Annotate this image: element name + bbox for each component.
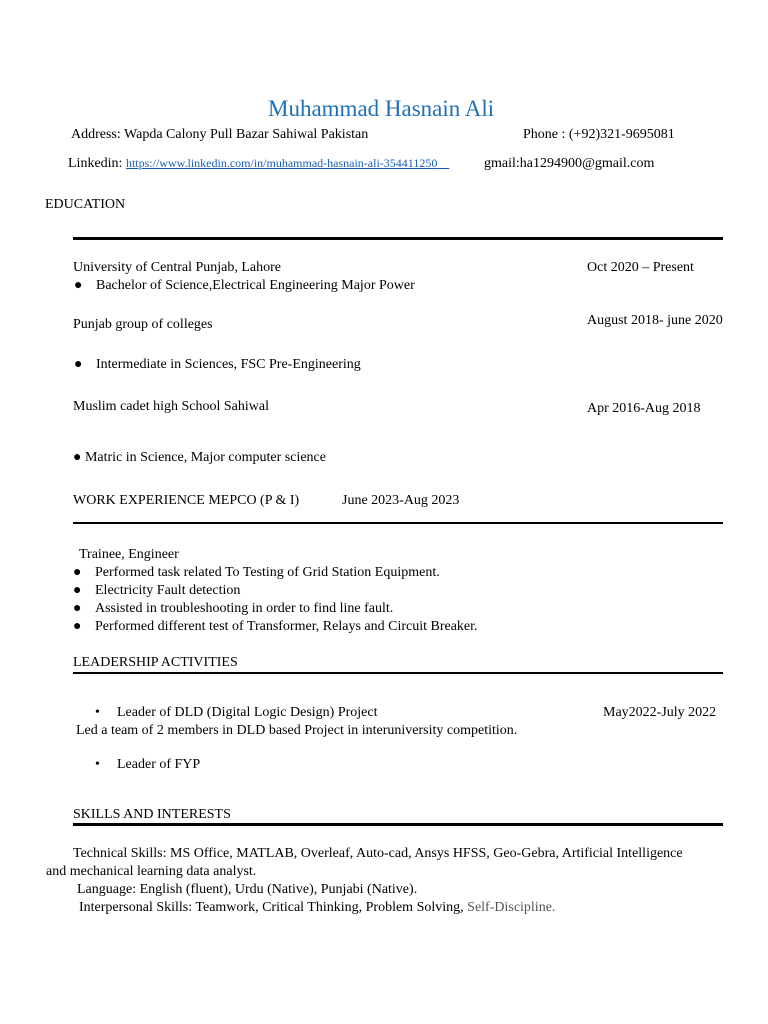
- bullet-icon: ●: [74, 357, 83, 372]
- education-heading: EDUCATION: [45, 197, 126, 212]
- skills-heading: SKILLS AND INTERESTS: [73, 807, 231, 822]
- education-dates-2: August 2018- june 2020: [587, 313, 723, 328]
- work-divider: [73, 522, 723, 524]
- leadership-divider: [73, 672, 723, 674]
- skills-divider: [73, 823, 723, 826]
- leadership-item-1: [95, 705, 377, 722]
- education-school-3: Muslim cadet high School Sahiwal: [73, 399, 269, 414]
- language-value: English (fluent), Urdu (Native), Punjabi (Native).: [139, 882, 418, 897]
- education-detail-text-3: Matric in Science, Major computer science: [84, 450, 326, 465]
- education-detail-text-2: Intermediate in Sciences, FSC Pre-Engineering: [96, 357, 361, 372]
- linkedin-link[interactable]: https://www.linkedin.com/in/muhammad-hasnain-ali-354411250: [125, 156, 438, 170]
- work-bullet-1: [73, 565, 440, 582]
- language-line: [77, 882, 417, 899]
- interpersonal-value: Teamwork, Critical Thinking, Problem Solving,: [195, 900, 464, 915]
- address-label: Address:: [71, 127, 121, 142]
- gmail-text: gmail:ha1294900@gmail.com: [484, 156, 655, 171]
- education-divider: [73, 237, 723, 240]
- work-bullet-2: [73, 583, 240, 600]
- address-line: [71, 127, 368, 144]
- technical-skills-continuation: and mechanical learning data analyst.: [46, 864, 257, 879]
- interpersonal-line: [79, 900, 555, 917]
- technical-skills-label: Technical Skills:: [73, 846, 167, 861]
- bullet-icon: ●: [73, 450, 82, 465]
- work-dates: June 2023-Aug 2023: [342, 493, 460, 508]
- education-dates-1: Oct 2020 – Present: [587, 260, 694, 275]
- bullet-icon: ●: [73, 619, 82, 634]
- work-bullet-3: [73, 601, 393, 618]
- bullet-icon: •: [95, 757, 100, 772]
- interpersonal-extra: Self-Discipline.: [467, 900, 556, 915]
- leadership-dates-1: May2022-July 2022: [603, 705, 717, 720]
- bullet-icon: ●: [74, 278, 83, 293]
- leadership-item-text-2: Leader of FYP: [117, 757, 201, 772]
- work-bullet-4: [73, 619, 478, 636]
- leadership-heading: LEADERSHIP ACTIVITIES: [73, 655, 238, 670]
- education-detail-text-1: Bachelor of Science,Electrical Engineering Major Power: [96, 278, 415, 293]
- technical-skills-line: [73, 846, 683, 863]
- interpersonal-label: Interpersonal Skills:: [79, 900, 193, 915]
- linkedin-line: [68, 156, 449, 173]
- education-dates-3: Apr 2016-Aug 2018: [587, 401, 701, 416]
- resume-name: Muhammad Hasnain Ali: [268, 96, 495, 121]
- address-value: Wapda Calony Pull Bazar Sahiwal Pakistan: [124, 127, 369, 142]
- education-detail-3: [73, 450, 326, 467]
- work-role: Trainee, Engineer: [79, 547, 179, 562]
- education-school-2: Punjab group of colleges: [73, 317, 213, 332]
- leadership-item-text-1: Leader of DLD (Digital Logic Design) Project: [117, 705, 378, 720]
- education-school-1: University of Central Punjab, Lahore: [73, 260, 282, 275]
- leadership-description-1: Led a team of 2 members in DLD based Project in interuniversity competition.: [76, 723, 518, 738]
- work-bullet-text-1: Performed task related To Testing of Grid Station Equipment.: [95, 565, 440, 580]
- work-bullet-text-3: Assisted in troubleshooting in order to find line fault.: [95, 601, 394, 616]
- bullet-icon: ●: [73, 601, 82, 616]
- phone-text: Phone : (+92)321-9695081: [523, 127, 675, 142]
- work-bullet-text-2: Electricity Fault detection: [95, 583, 241, 598]
- education-detail-2: [74, 357, 361, 374]
- language-label: Language:: [77, 882, 137, 897]
- bullet-icon: •: [95, 705, 100, 720]
- work-bullet-text-4: Performed different test of Transformer, Relays and Circuit Breaker.: [95, 619, 478, 634]
- bullet-icon: ●: [73, 565, 82, 580]
- bullet-icon: ●: [73, 583, 82, 598]
- education-detail-1: [74, 278, 415, 295]
- technical-skills-value: MS Office, MATLAB, Overleaf, Auto-cad, Ansys HFSS, Geo-Gebra, Artificial Intelligence: [170, 846, 683, 861]
- linkedin-label: Linkedin:: [68, 156, 123, 171]
- work-heading: WORK EXPERIENCE MEPCO (P & I): [73, 493, 300, 508]
- leadership-item-2: [95, 757, 200, 774]
